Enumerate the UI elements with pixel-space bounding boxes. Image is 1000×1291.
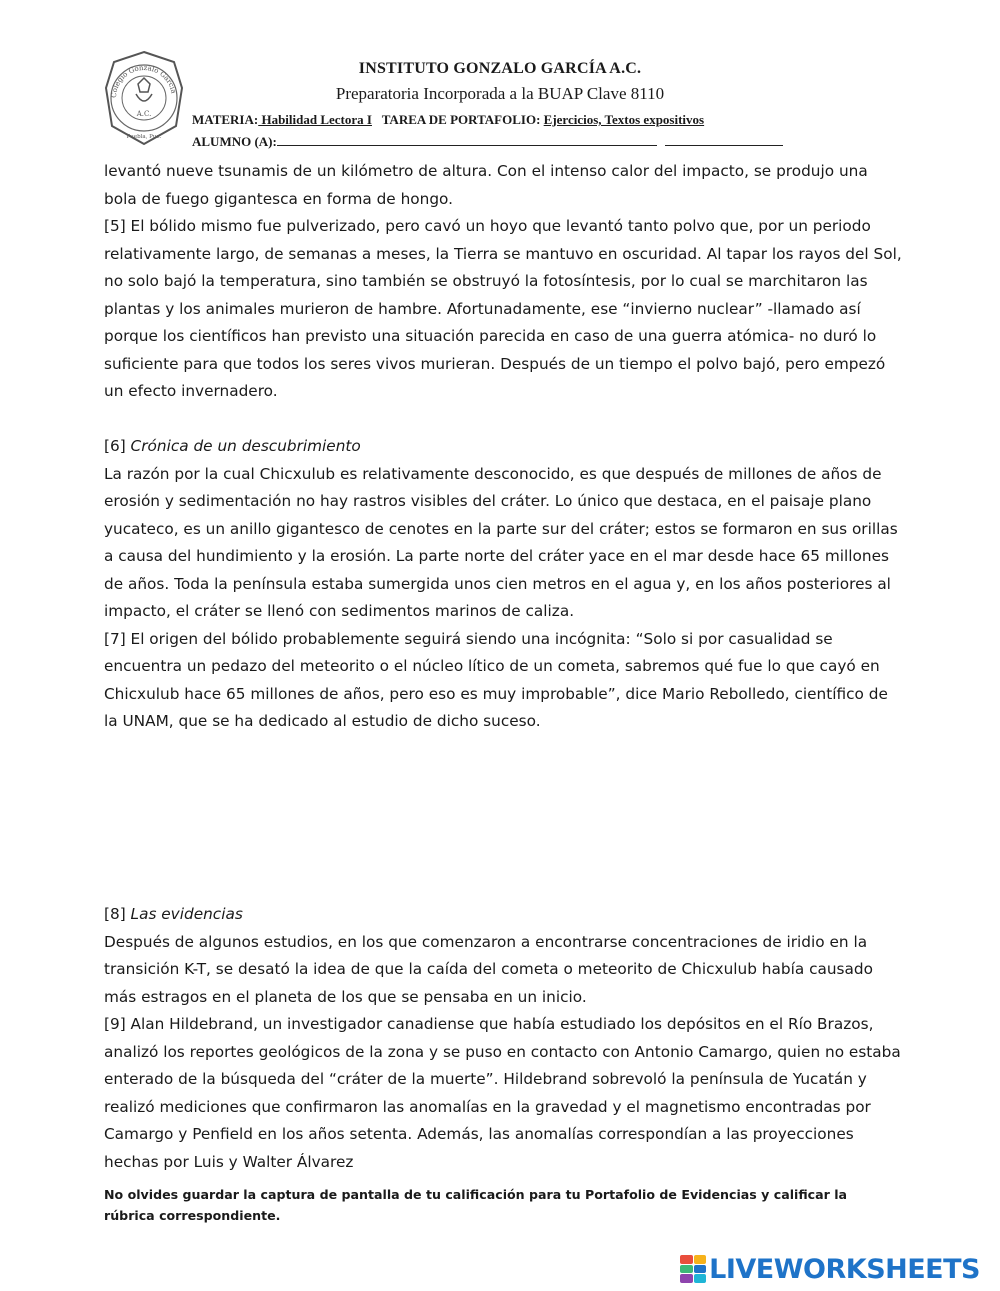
paragraph-7: [7] El origen del bólido probablemente seguirá siendo una incógnita: “Solo si por casualidad se encuentra un pedazo del meteorito o el núcleo lítico de un cometa, sabremos qué fue lo que cayó en Chicxulub hace 65 millones de años, pero eso es muy improbable”, dice Mario Rebolledo, científico de la UNAM, que se ha dedicado al estudio de dicho suceso. — [104, 629, 888, 730]
paragraph-9: [9] Alan Hildebrand, un investigador canadiense que había estudiado los depósitos en el Río Brazos, analizó los reportes geológicos de la zona y se puso en contacto con Antonio Camargo, quien no estaba enterado de la búsqueda del “cráter de la muerte”. Hildebrand sobrevoló la península de Yucatán y realizó mediciones que confirmaron las anomalías en la gravedad y el magnetismo encontradas por Camargo y Penfield en los años setenta. Además, las anomalías correspondían a las proyecciones hechas por Luis y Walter Álvarez — [104, 1015, 901, 1171]
heading-6-title: Crónica de un descubrimiento — [130, 437, 361, 455]
heading-8-number: [8] — [104, 905, 126, 923]
paragraph-6: La razón por la cual Chicxulub es relativamente desconocido, es que después de millones de años de erosión y sedimentación no hay rastros visibles del cráter. Lo único que destaca, en el paisaje plano yucateco, es un anillo gigantesco de cenotes en la parte sur del cráter; estos se formaron en sus orillas a causa del hundimiento y la erosión. La parte norte del cráter yace en el mar desde hace 65 millones de años. Toda la península estaba sumergida unos cien metros en el agua y, en los años posteriores al impacto, el cráter se llenó con sedimentos marinos de caliza. — [104, 464, 898, 620]
alumno-grade-blank — [665, 134, 783, 146]
crest-bottom-text: Puebla, Pue. — [126, 134, 162, 140]
reading-text-upper — [104, 158, 904, 736]
heading-8-title: Las evidencias — [130, 905, 243, 923]
tarea-label: TAREA DE PORTAFOLIO: — [381, 112, 541, 127]
paragraph-intro: levantó nueve tsunamis de un kilómetro de altura. Con el intenso calor del impacto, se produjo una bola de fuego gigantesca en forma de hongo. — [104, 162, 868, 208]
alumno-name-blank — [277, 134, 657, 146]
crest-center-text: A.C. — [136, 110, 152, 118]
reading-text-lower — [104, 901, 904, 1176]
portfolio-reminder: No olvides guardar la captura de pantalla de tu calificación para tu Portafolio de Evidencias y calificar la rúbrica correspondiente. — [104, 1187, 848, 1223]
alumno-line — [192, 134, 783, 150]
liveworksheets-logo-icon — [680, 1255, 706, 1283]
materia-line — [192, 112, 704, 128]
tarea-value: Ejercicios, Textos expositivos — [543, 112, 705, 127]
paragraph-8: Después de algunos estudios, en los que comenzaron a encontrarse concentraciones de iridio en la transición K-T, se desató la idea de que la caída del cometa o meteorito de Chicxulub había causado más estragos en el planeta de los que se pensaba en un inicio. — [104, 932, 873, 1006]
materia-label: MATERIA: — [192, 112, 259, 127]
liveworksheets-brand[interactable] — [680, 1254, 980, 1284]
alumno-label: ALUMNO (A): — [192, 134, 277, 149]
liveworksheets-wordmark: LIVEWORKSHEETS — [709, 1253, 980, 1285]
section-heading-6 — [104, 433, 904, 461]
materia-value: Habilidad Lectora I — [258, 112, 372, 127]
section-heading-8 — [104, 901, 904, 929]
crest-ring-text: Colegio Gonzalo García — [109, 63, 178, 99]
heading-6-number: [6] — [104, 437, 126, 455]
institute-title: INSTITUTO GONZALO GARCÍA A.C. — [358, 60, 642, 77]
institute-subtitle: Preparatoria Incorporada a la BUAP Clave 8110 — [335, 84, 665, 103]
paragraph-5: [5] El bólido mismo fue pulverizado, pero cavó un hoyo que levantó tanto polvo que, por un periodo relativamente largo, de semanas a meses, la Tierra se mantuvo en oscuridad. Al tapar los rayos del Sol, no solo bajó la temperatura, sino también se obstruyó la fotosíntesis, por lo cual se marchitaron las plantas y los animales murieron de hambre. Afortunadamente, ese “invierno nuclear” -llamado así porque los científicos han previsto una situación parecida en caso de una guerra atómica- no duró lo suficiente para que todos los seres vivos murieran. Después de un tiempo el polvo bajó, pero empezó un efecto invernadero. — [104, 217, 902, 400]
